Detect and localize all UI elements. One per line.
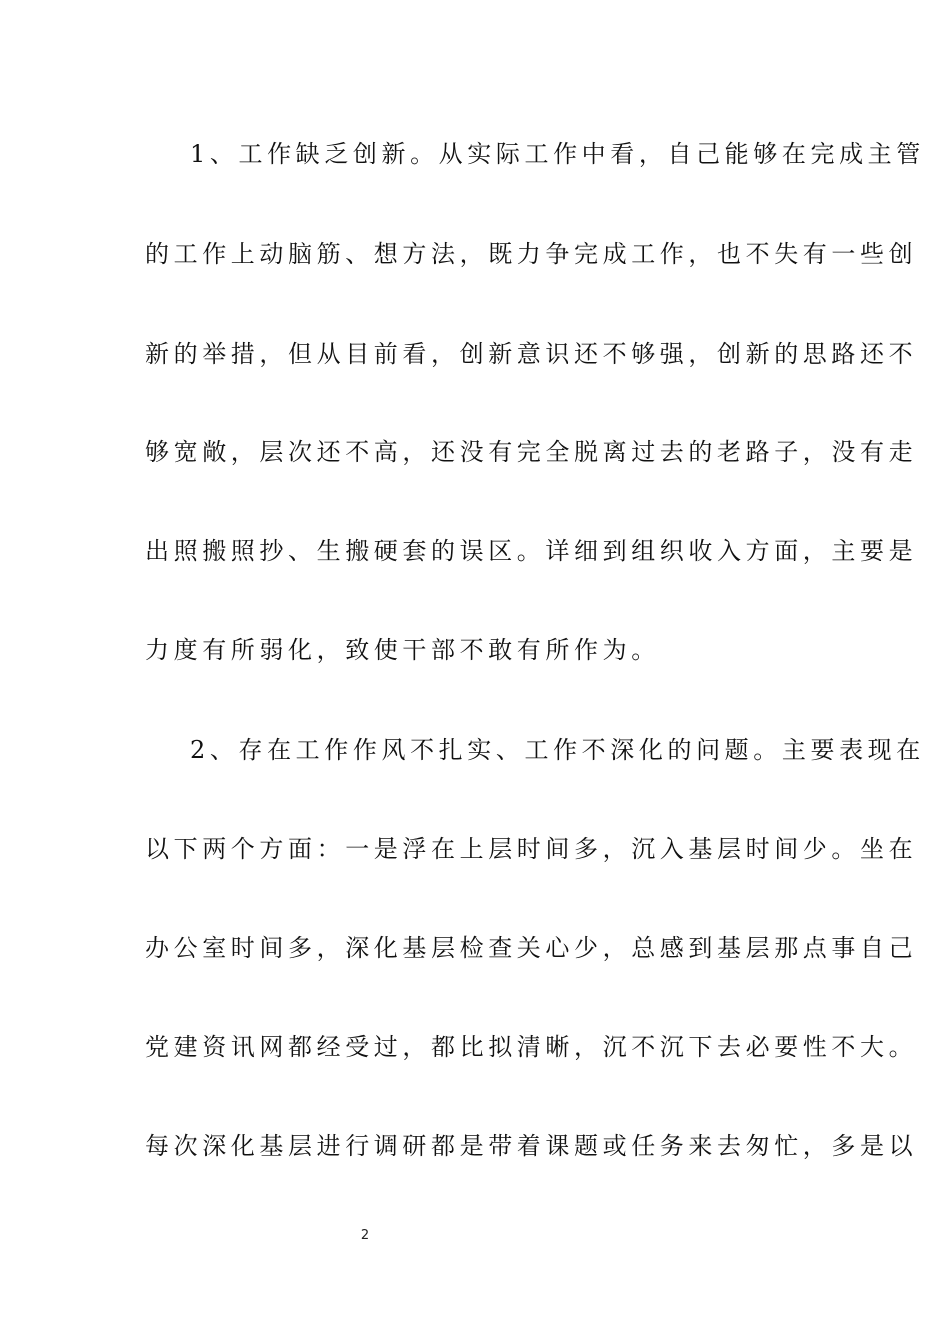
paragraph-1-line-6: 力度有所弱化，致使干部不敢有所作为。: [145, 636, 660, 664]
paragraph-1-line-3: 新的举措，但从目前看，创新意识还不够强，创新的思路还不: [145, 340, 918, 368]
page-number: 2: [360, 1228, 370, 1243]
paragraph-2-line-1: 2、存在工作作风不扎实、工作不深化的问题。主要表现在: [190, 736, 925, 764]
paragraph-2-line-5: 每次深化基层进行调研都是带着课题或任务来去匆忙，多是以: [145, 1132, 918, 1160]
paragraph-2-line-2: 以下两个方面：一是浮在上层时间多，沉入基层时间少。坐在: [145, 835, 918, 863]
paragraph-1-line-2: 的工作上动脑筋、想方法，既力争完成工作，也不失有一些创: [145, 240, 918, 268]
paragraph-1-line-1: 1、工作缺乏创新。从实际工作中看，自己能够在完成主管: [190, 140, 925, 168]
paragraph-1-line-4: 够宽敞，层次还不高，还没有完全脱离过去的老路子，没有走: [145, 438, 918, 466]
paragraph-1-line-5: 出照搬照抄、生搬硬套的误区。详细到组织收入方面，主要是: [145, 537, 918, 565]
paragraph-2-line-3: 办公室时间多，深化基层检查关心少，总感到基层那点事自己: [145, 934, 918, 962]
paragraph-2-line-4: 党建资讯网都经受过，都比拟清晰，沉不沉下去必要性不大。: [145, 1033, 918, 1061]
